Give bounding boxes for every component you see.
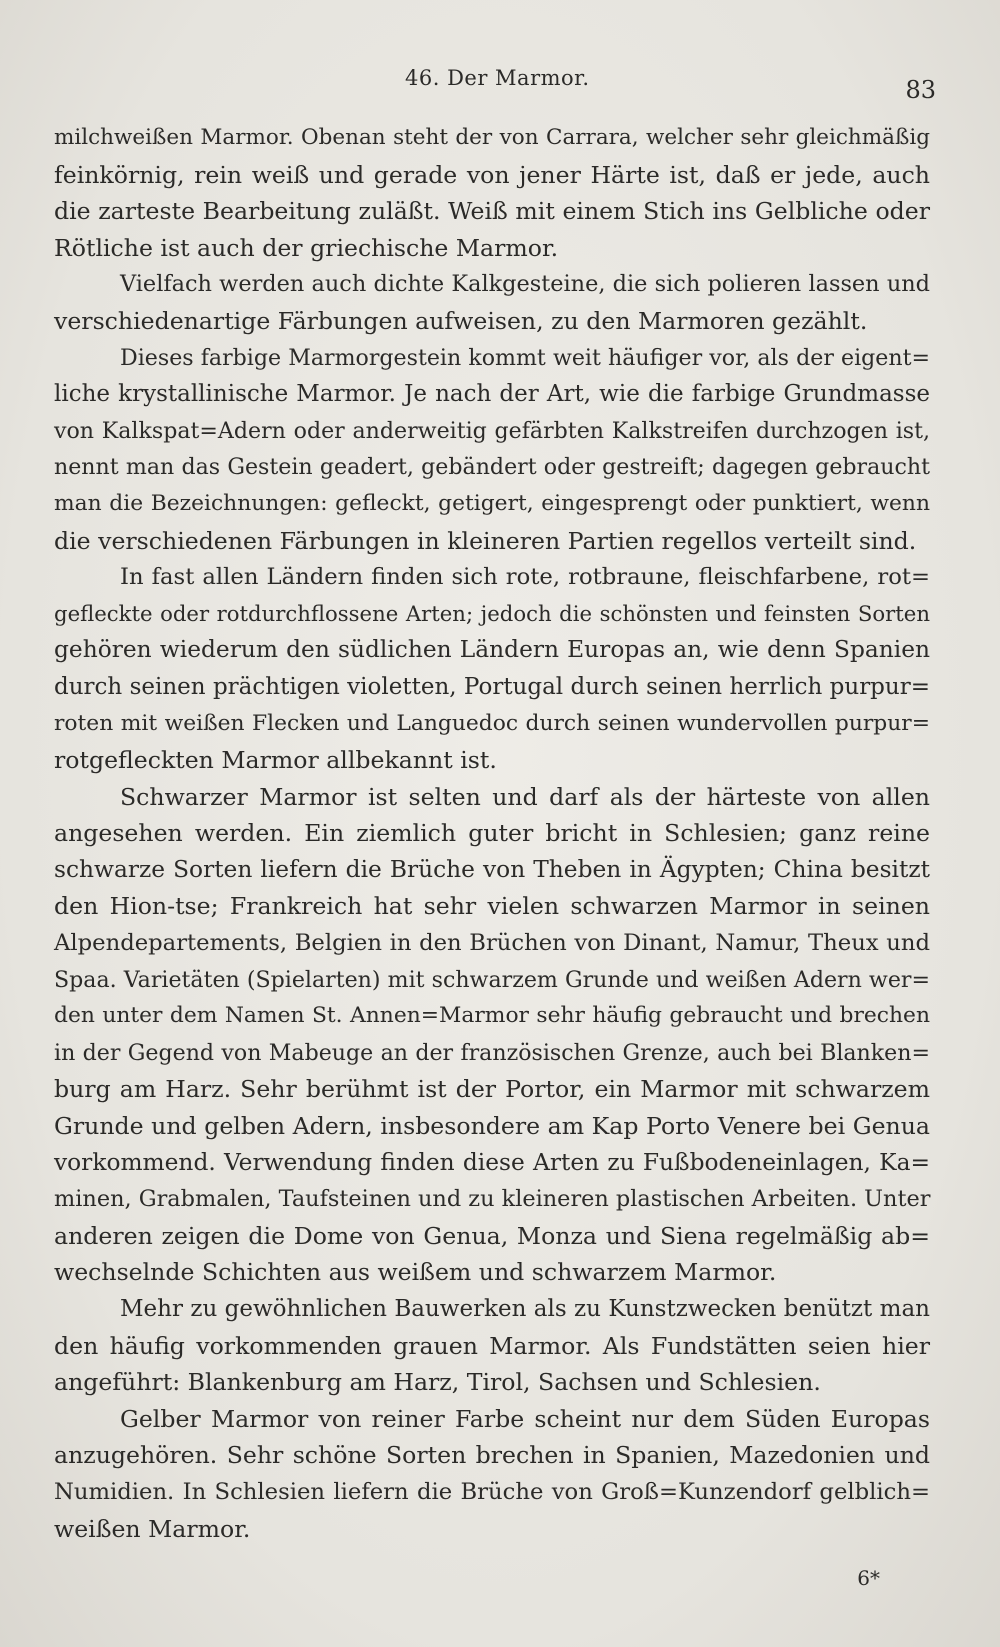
- text-line: minen, Grabmalen, Taufsteinen und zu kleineren plastischen Arbeiten. Unter: [54, 1186, 931, 1213]
- text-line: anderen zeigen die Dome von Genua, Monza und Siena regelmäßig ab=: [54, 1221, 930, 1250]
- text-line: Dieses farbige Marmorgestein kommt weit häufiger vor, als der eigent=: [120, 344, 930, 371]
- text-line: den häufig vorkommenden grauen Marmor. Als Fundstätten seien hier: [54, 1331, 930, 1360]
- text-line: In fast allen Ländern finden sich rote, rotbraune, fleischfarbene, rot=: [120, 564, 930, 591]
- text-line: angesehen werden. Ein ziemlich guter bricht in Schlesien; ganz reine: [54, 819, 930, 848]
- text-line: Vielfach werden auch dichte Kalkgesteine, die sich polieren lassen und: [120, 271, 930, 298]
- signature-mark: 6*: [857, 1566, 880, 1590]
- text-line: man die Bezeichnungen: gefleckt, getigert, eingesprengt oder punktiert, wenn: [54, 490, 930, 516]
- text-line: anzugehören. Sehr schöne Sorten brechen in Spanien, Mazedonien und: [54, 1441, 930, 1470]
- paragraph: [54, 120, 930, 266]
- text-line: den Hion-tse; Frankreich hat sehr vielen schwarzen Marmor in seinen: [54, 892, 930, 921]
- text-line: gehören wiederum den südlichen Ländern Europas an, wie denn Spanien: [54, 636, 930, 664]
- text-line: Numidien. In Schlesien liefern die Brüche von Groß=Kunzendorf gelblich=: [54, 1478, 930, 1505]
- text-line: schwarze Sorten liefern die Brüche von Theben in Ägypten; China besitzt: [54, 855, 930, 883]
- paragraph: [54, 1291, 930, 1401]
- page-number: 83: [905, 76, 936, 104]
- text-line: die verschiedenen Färbungen in kleineren Partien regellos verteilt sind.: [54, 526, 917, 555]
- text-line: Rötliche ist auch der griechische Marmor.: [54, 233, 559, 262]
- text-line: rotgefleckten Marmor allbekannt ist.: [54, 746, 497, 775]
- body-text: [54, 120, 930, 1547]
- text-line: nennt man das Gestein geadert, gebändert oder gestreift; dagegen gebraucht: [54, 454, 930, 481]
- text-line: verschiedenartige Färbungen aufweisen, zu den Marmoren gezählt.: [54, 306, 868, 335]
- text-line: angeführt: Blankenburg am Harz, Tirol, Sachsen und Schlesien.: [54, 1368, 821, 1397]
- text-line: Gelber Marmor von reiner Farbe scheint nur dem Süden Europas: [120, 1404, 930, 1433]
- text-line: gefleckte oder rotdurchflossene Arten; jedoch die schönsten und feinsten Sorten: [54, 600, 930, 626]
- text-line: Schwarzer Marmor ist selten und darf als der härteste von allen: [120, 782, 930, 811]
- text-line: weißen Marmor.: [54, 1514, 251, 1543]
- text-line: wechselnde Schichten aus weißem und schwarzem Marmor.: [54, 1258, 777, 1287]
- paragraph: [54, 340, 930, 560]
- paragraph: [54, 559, 930, 779]
- text-line: durch seinen prächtigen violetten, Portugal durch seinen herrlich purpur=: [54, 673, 930, 700]
- text-line: Alpendepartements, Belgien in den Brüchen von Dinant, Namur, Theux und: [54, 930, 930, 957]
- text-line: feinkörnig, rein weiß und gerade von jener Härte ist, daß er jede, auch: [54, 160, 930, 189]
- text-line: von Kalkspat=Adern oder anderweitig gefärbten Kalkstreifen durchzogen ist,: [54, 417, 930, 444]
- text-line: vorkommend. Verwendung finden diese Arten zu Fußbodeneinlagen, Ka=: [54, 1148, 930, 1176]
- text-line: burg am Harz. Sehr berühmt ist der Portor, ein Marmor mit schwarzem: [54, 1075, 930, 1104]
- text-line: in der Gegend von Mabeuge an der französischen Grenze, auch bei Blanken=: [54, 1039, 930, 1066]
- chapter-title: 46. Der Marmor.: [405, 66, 590, 90]
- text-line: Grunde und gelben Adern, insbesondere am Kap Porto Venere bei Genua: [54, 1112, 930, 1141]
- paragraph: [54, 779, 930, 1291]
- text-line: milchweißen Marmor. Obenan steht der von Carrara, welcher sehr gleichmäßig: [54, 125, 930, 150]
- text-line: den unter dem Namen St. Annen=Marmor sehr häufig gebraucht und brechen: [54, 1003, 930, 1029]
- text-line: die zarteste Bearbeitung zuläßt. Weiß mit einem Stich ins Gelbliche oder: [54, 197, 930, 226]
- text-line: Spaa. Varietäten (Spielarten) mit schwarzem Grunde und weißen Adern wer=: [54, 966, 930, 993]
- text-line: roten mit weißen Flecken und Languedoc durch seinen wundervollen purpur=: [54, 710, 930, 736]
- text-line: Mehr zu gewöhnlichen Bauwerken als zu Kunstzwecken benützt man: [120, 1296, 930, 1322]
- text-line: liche krystallinische Marmor. Je nach der Art, wie die farbige Grundmasse: [54, 381, 930, 408]
- paragraph: [54, 266, 930, 339]
- running-head: [0, 66, 1000, 106]
- paragraph: [54, 1401, 930, 1547]
